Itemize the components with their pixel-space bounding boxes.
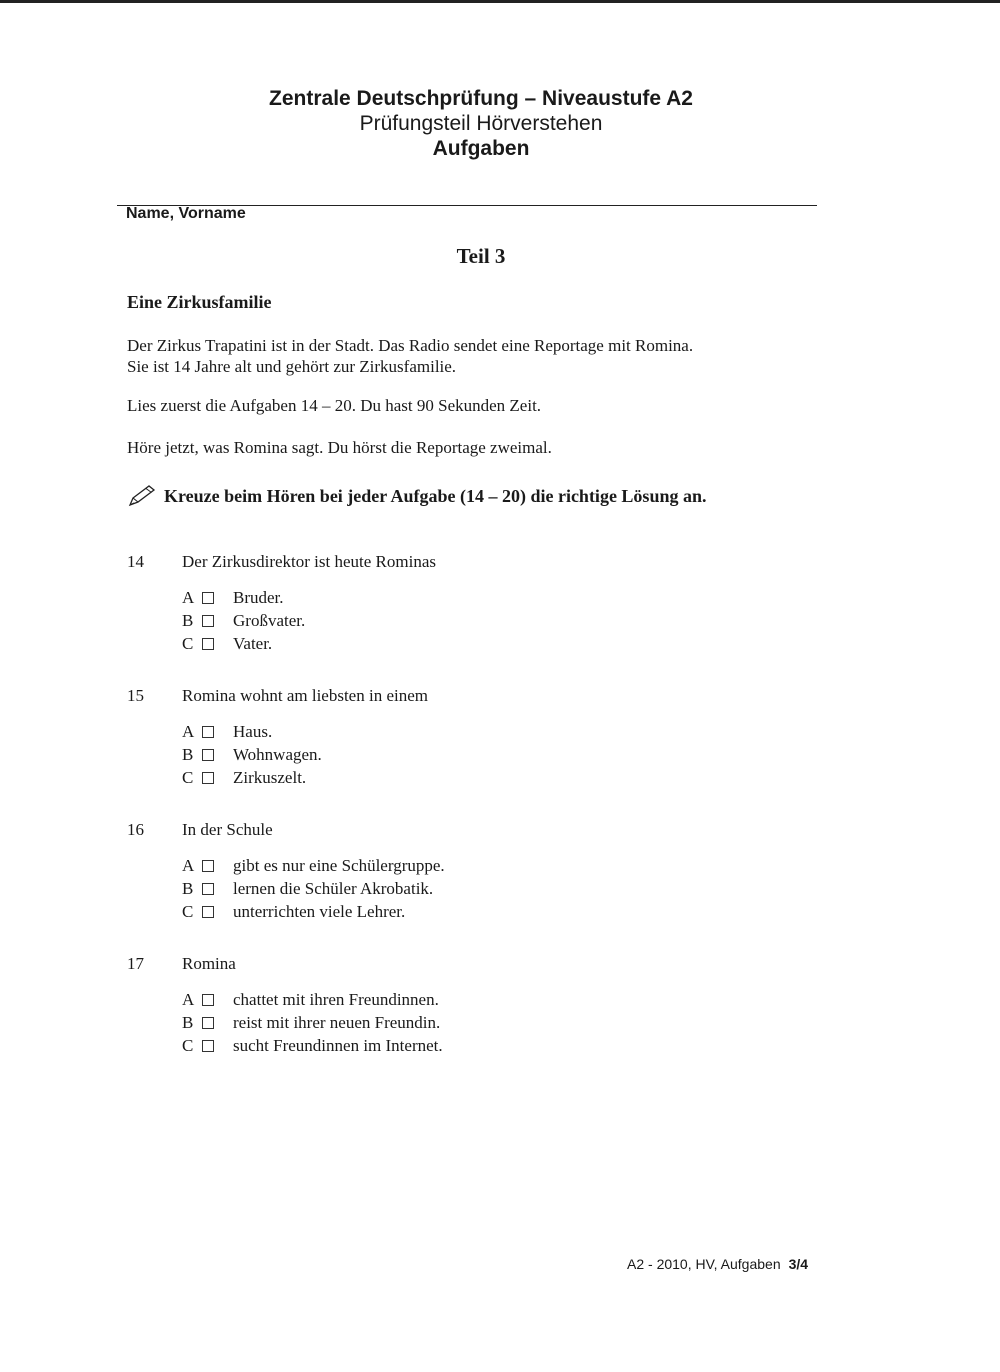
question-number: 17 xyxy=(127,954,144,973)
exam-title: Zentrale Deutschprüfung – Niveaustufe A2 xyxy=(269,87,693,110)
option-letter: A xyxy=(182,721,195,741)
name-label: Name, Vorname xyxy=(126,205,246,222)
answer-option-c[interactable] xyxy=(182,632,305,655)
option-text: sucht Freundinnen im Internet. xyxy=(233,1035,443,1055)
checkbox-icon[interactable] xyxy=(202,883,214,895)
answer-options xyxy=(182,988,443,1057)
option-text: Wohnwagen. xyxy=(233,744,322,764)
checkbox-icon[interactable] xyxy=(202,1040,214,1052)
checkbox-icon[interactable] xyxy=(202,726,214,738)
answer-option-b[interactable] xyxy=(182,877,445,900)
reading-time-instruction: Lies zuerst die Aufgaben 14 – 20. Du hast 90 Sekunden Zeit. xyxy=(127,396,542,415)
task-instruction-text: Kreuze beim Hören bei jeder Aufgabe (14 – 20) die richtige Lösung an. xyxy=(164,485,707,506)
option-letter: C xyxy=(182,633,194,653)
answer-options xyxy=(182,586,305,655)
answer-option-a[interactable] xyxy=(182,854,445,877)
checkbox-icon[interactable] xyxy=(202,860,214,872)
page-number: 3/4 xyxy=(788,1256,809,1272)
checkbox-icon[interactable] xyxy=(202,906,214,918)
option-letter: B xyxy=(182,1012,194,1032)
option-text: Vater. xyxy=(233,633,273,653)
option-text: Haus. xyxy=(233,721,273,741)
answer-option-b[interactable] xyxy=(182,609,305,632)
answer-option-a[interactable] xyxy=(182,720,322,743)
checkbox-icon[interactable] xyxy=(202,994,214,1006)
question-number: 15 xyxy=(127,686,144,705)
checkbox-icon[interactable] xyxy=(202,592,214,604)
intro-paragraph xyxy=(127,335,827,377)
question-text: In der Schule xyxy=(182,820,273,839)
footer-label: A2 - 2010, HV, Aufgaben xyxy=(627,1256,781,1272)
answer-option-c[interactable] xyxy=(182,1034,443,1057)
option-letter: A xyxy=(182,855,195,875)
checkbox-icon[interactable] xyxy=(202,638,214,650)
option-text: Großvater. xyxy=(233,610,306,630)
option-letter: B xyxy=(182,878,194,898)
option-text: chattet mit ihren Freundinnen. xyxy=(233,989,439,1009)
option-letter: C xyxy=(182,1035,194,1055)
option-letter: C xyxy=(182,901,194,921)
task-instruction xyxy=(127,484,706,508)
answer-option-c[interactable] xyxy=(182,900,445,923)
part-heading: Teil 3 xyxy=(456,244,506,268)
option-letter: B xyxy=(182,610,194,630)
option-text: Bruder. xyxy=(233,587,284,607)
answer-option-a[interactable] xyxy=(182,586,305,609)
page-header xyxy=(0,86,962,161)
exam-section-label: Aufgaben xyxy=(432,137,530,160)
option-letter: A xyxy=(182,989,195,1009)
page-footer xyxy=(627,1256,808,1272)
question-text: Romina wohnt am liebsten in einem xyxy=(182,686,428,705)
answer-options xyxy=(182,720,322,789)
answer-option-c[interactable] xyxy=(182,766,322,789)
answer-option-b[interactable] xyxy=(182,1011,443,1034)
checkbox-icon[interactable] xyxy=(202,749,214,761)
option-letter: A xyxy=(182,587,195,607)
checkbox-icon[interactable] xyxy=(202,1017,214,1029)
question-number: 14 xyxy=(127,552,144,571)
option-letter: C xyxy=(182,767,194,787)
section-title: Eine Zirkusfamilie xyxy=(127,292,272,312)
pencil-icon xyxy=(127,484,157,508)
question-number: 16 xyxy=(127,820,144,839)
question-text: Romina xyxy=(182,954,236,973)
option-text: gibt es nur eine Schülergruppe. xyxy=(233,855,445,875)
listening-instruction: Höre jetzt, was Romina sagt. Du hörst die Reportage zweimal. xyxy=(127,438,552,457)
option-text: reist mit ihrer neuen Freundin. xyxy=(233,1012,441,1032)
question-text: Der Zirkusdirektor ist heute Rominas xyxy=(182,552,437,571)
checkbox-icon[interactable] xyxy=(202,615,214,627)
answer-option-a[interactable] xyxy=(182,988,443,1011)
top-border-line xyxy=(0,0,1000,3)
option-text: lernen die Schüler Akrobatik. xyxy=(233,878,434,898)
intro-line-2: Sie ist 14 Jahre alt und gehört zur Zirkusfamilie. xyxy=(127,357,457,376)
option-text: Zirkuszelt. xyxy=(233,767,307,787)
answer-options xyxy=(182,854,445,923)
option-letter: B xyxy=(182,744,194,764)
option-text: unterrichten viele Lehrer. xyxy=(233,901,406,921)
exam-subtitle: Prüfungsteil Hörverstehen xyxy=(359,112,603,135)
checkbox-icon[interactable] xyxy=(202,772,214,784)
answer-option-b[interactable] xyxy=(182,743,322,766)
intro-line-1: Der Zirkus Trapatini ist in der Stadt. Das Radio sendet eine Reportage mit Romina. xyxy=(127,336,694,355)
